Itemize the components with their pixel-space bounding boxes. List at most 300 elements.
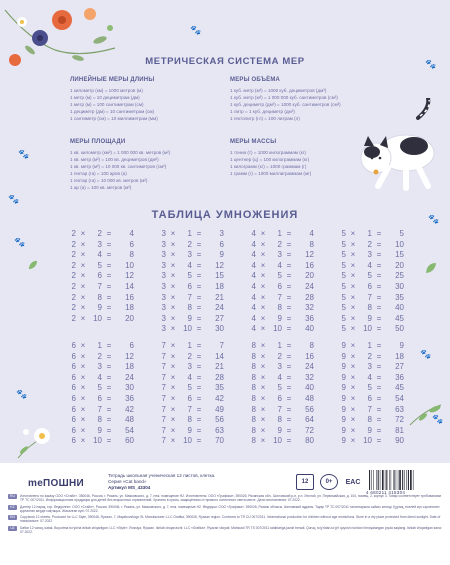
product-value: 24 — [215, 303, 224, 313]
equals-sign: = — [106, 250, 112, 260]
times-row — [66, 240, 158, 251]
factor-a: 8 — [251, 351, 256, 361]
times-row — [156, 394, 248, 405]
equals-sign: = — [286, 303, 292, 313]
times-sign: × — [350, 281, 356, 291]
times-row — [156, 426, 248, 437]
factor-a: 3 — [161, 303, 166, 313]
times-sign: × — [80, 239, 86, 249]
barcode — [368, 470, 430, 490]
factor-b: 7 — [187, 404, 192, 414]
times-row — [66, 373, 158, 384]
factor-a: 3 — [161, 229, 166, 238]
times-sign: × — [350, 271, 356, 281]
product-value: 49 — [215, 404, 224, 414]
factor-b: 9 — [97, 303, 102, 313]
factor-a: 7 — [161, 372, 166, 382]
product-value: 3 — [219, 229, 224, 238]
legal-line-kz — [8, 505, 442, 514]
language-flag: EN — [8, 515, 17, 520]
equals-sign: = — [286, 341, 292, 350]
legal-text: Daftar 12 varaq, katak. Buyurtma bo'yicha ishlab chiqarilgan: LLC «Style», Rossiya, Ryazan. Ishlab chiqaruvchi: LLC «Grafika», Ryazan viloyati. Mahsulot TR TS 007/2011 talablariga javob beradi. Quruq, to'g'ridan-to'g'ri quyosh nuridan himoyalangan joyda saqlang. Ishlab chiqarilgan sana: 07.2022. — [20, 525, 442, 535]
equals-sign: = — [196, 404, 202, 414]
times-sign: × — [80, 425, 86, 435]
times-sign: × — [260, 303, 266, 313]
factor-b: 7 — [277, 292, 282, 302]
equals-sign: = — [286, 436, 292, 446]
factor-a: 8 — [251, 404, 256, 414]
factor-b: 10 — [363, 324, 372, 334]
times-sign: × — [170, 239, 176, 249]
factor-a: 8 — [251, 425, 256, 435]
product-value: 8 — [309, 239, 314, 249]
times-row — [156, 362, 248, 373]
equals-sign: = — [286, 324, 292, 334]
product-value: 5 — [399, 229, 404, 238]
legal-text: Дәптер 12 парақ, тор. Өндірілген: ООО «Стайл», Россия, 390046, г. Рязань, ул. Маяковского, д. 7, неж. помещение Н2. Өндіруші: ООО «Графика». 390026, Рязань облысы, Шиловский ауданы. Тауар ТР ТС 007/2011 талаптарына сәйкес келеді. Құрғақ, тікелей күн сәулесінен қорғалған жерде сақтаңыз. Жасалған күні: 07.2022. — [20, 504, 440, 513]
times-row — [336, 394, 428, 405]
barcode-bar — [410, 470, 412, 490]
product-value: 14 — [215, 351, 224, 361]
times-sign: × — [260, 250, 266, 260]
product-value: 18 — [125, 362, 134, 372]
factor-a: 4 — [251, 260, 256, 270]
factor-b: 10 — [183, 324, 192, 334]
equals-sign: = — [196, 324, 202, 334]
factor-b: 2 — [367, 239, 372, 249]
times-sign: × — [260, 271, 266, 281]
equals-sign: = — [286, 239, 292, 249]
daisy-illustration — [14, 420, 54, 460]
equals-sign: = — [196, 260, 202, 270]
times-sign: × — [170, 425, 176, 435]
factor-a: 9 — [341, 415, 346, 425]
factor-b: 4 — [97, 372, 102, 382]
factor-b: 8 — [187, 303, 192, 313]
times-sign: × — [350, 324, 356, 334]
times-row — [336, 352, 428, 363]
times-sign: × — [80, 229, 86, 238]
product-value: 48 — [305, 393, 314, 403]
equals-sign: = — [196, 362, 202, 372]
measure-line: 1 метр (м) = 10 дециметрам (дм) — [70, 95, 140, 100]
equals-sign: = — [106, 292, 112, 302]
equals-sign: = — [196, 292, 202, 302]
factor-a: 7 — [161, 393, 166, 403]
times-row — [246, 261, 338, 272]
product-value: 72 — [305, 425, 314, 435]
product-value: 50 — [395, 324, 404, 334]
times-row — [156, 436, 248, 447]
product-value: 54 — [125, 425, 134, 435]
factor-a: 3 — [161, 292, 166, 302]
times-row — [66, 341, 158, 352]
times-sign: × — [260, 415, 266, 425]
legal-line-uz — [8, 526, 442, 535]
equals-sign: = — [376, 271, 382, 281]
factor-a: 8 — [251, 383, 256, 393]
times-row — [66, 261, 158, 272]
factor-b: 4 — [187, 260, 192, 270]
factor-a: 7 — [161, 425, 166, 435]
times-row — [336, 261, 428, 272]
times-sign: × — [260, 383, 266, 393]
factor-a: 6 — [71, 425, 76, 435]
product-value: 18 — [125, 303, 134, 313]
product-value: 42 — [215, 393, 224, 403]
barcode-bar — [399, 470, 401, 490]
factor-b: 6 — [367, 281, 372, 291]
barcode-bar — [413, 470, 414, 490]
legal-text-block — [8, 494, 442, 536]
product-description: Тетрадь школьная ученическая 12 листов, клетка. — [108, 473, 216, 478]
times-sign: × — [170, 271, 176, 281]
measure-line: 1 километр (км) = 1000 метров (м) — [70, 88, 143, 93]
times-sign: × — [170, 393, 176, 403]
times-sign: × — [260, 239, 266, 249]
factor-a: 7 — [161, 383, 166, 393]
equals-sign: = — [196, 415, 202, 425]
barcode-bar — [378, 470, 379, 490]
times-row — [246, 383, 338, 394]
factor-b: 1 — [367, 229, 372, 238]
product-value: 15 — [215, 271, 224, 281]
factor-a: 4 — [251, 239, 256, 249]
times-sign: × — [170, 436, 176, 446]
times-sign: × — [260, 229, 266, 238]
product-value: 4 — [129, 229, 134, 238]
factor-a: 2 — [71, 229, 76, 238]
times-table-3 — [156, 229, 248, 335]
factor-a: 5 — [341, 271, 346, 281]
times-row — [336, 426, 428, 437]
times-row — [66, 436, 158, 447]
factor-a: 9 — [341, 425, 346, 435]
factor-a: 4 — [251, 313, 256, 323]
barcode-bar — [369, 470, 370, 490]
times-row — [336, 362, 428, 373]
factor-b: 9 — [187, 425, 192, 435]
times-sign: × — [80, 292, 86, 302]
equals-sign: = — [196, 383, 202, 393]
volume-measures-block — [230, 77, 341, 122]
factor-b: 7 — [367, 292, 372, 302]
equals-sign: = — [376, 292, 382, 302]
times-table-2 — [66, 229, 158, 324]
factor-b: 1 — [277, 341, 282, 350]
times-row — [336, 271, 428, 282]
product-value: 80 — [305, 436, 314, 446]
factor-b: 4 — [187, 372, 192, 382]
factor-a: 6 — [71, 393, 76, 403]
factor-a: 2 — [71, 239, 76, 249]
measure-line: 1 куб. метр (м³) = 1000 куб. дециметров (дм³) — [230, 88, 327, 93]
legal-text: Copybook 12 sheets. Produced for LLC Style, 390046, Ryazan, 7, Mayakovskogo St. Manufacturer: LLC Grafika, 390026, Ryazan region. Conforms to TR CU 007/2011. Informational production for children without age restrictions. Store in a dry place protected from direct sunlight. Date of manufacture: 07.2022. — [20, 515, 441, 524]
product-value: 12 — [125, 351, 134, 361]
factor-b: 3 — [277, 250, 282, 260]
equals-sign: = — [196, 229, 202, 238]
product-series: Серия «Cat band» — [108, 479, 147, 485]
factor-a: 4 — [251, 281, 256, 291]
product-value: 36 — [395, 372, 404, 382]
paw-print-icon: 🐾 — [18, 149, 30, 159]
times-row — [156, 261, 248, 272]
equals-sign: = — [286, 292, 292, 302]
times-row — [156, 415, 248, 426]
measure-line: 1 грамм (г) = 1000 миллиграммам (мг) — [230, 171, 312, 176]
eac-mark: EAC — [345, 478, 361, 486]
times-sign: × — [170, 415, 176, 425]
factor-b: 3 — [97, 239, 102, 249]
factor-a: 4 — [251, 229, 256, 238]
product-value: 27 — [215, 313, 224, 323]
times-sign: × — [260, 362, 266, 372]
factor-b: 4 — [277, 260, 282, 270]
factor-b: 2 — [97, 229, 102, 238]
equals-sign: = — [286, 393, 292, 403]
times-sign: × — [170, 303, 176, 313]
factor-a: 4 — [251, 271, 256, 281]
times-sign: × — [350, 250, 356, 260]
times-sign: × — [80, 303, 86, 313]
times-sign: × — [80, 404, 86, 414]
times-row — [156, 373, 248, 384]
equals-sign: = — [196, 303, 202, 313]
factor-b: 10 — [93, 436, 102, 446]
times-row — [66, 303, 158, 314]
factor-b: 2 — [97, 351, 102, 361]
product-value: 25 — [395, 271, 404, 281]
factor-a: 8 — [251, 341, 256, 350]
factor-a: 4 — [251, 292, 256, 302]
factor-a: 3 — [161, 250, 166, 260]
equals-sign: = — [376, 404, 382, 414]
times-sign: × — [350, 436, 356, 446]
product-value: 40 — [395, 303, 404, 313]
times-row — [246, 314, 338, 325]
product-value: 12 — [215, 260, 224, 270]
equals-sign: = — [376, 260, 382, 270]
times-sign: × — [170, 324, 176, 334]
times-row — [246, 293, 338, 304]
equals-sign: = — [376, 425, 382, 435]
product-value: 56 — [215, 415, 224, 425]
times-sign: × — [170, 383, 176, 393]
times-row — [336, 282, 428, 293]
product-value: 28 — [215, 372, 224, 382]
factor-b: 8 — [277, 303, 282, 313]
factor-b: 8 — [367, 415, 372, 425]
factor-a: 6 — [71, 415, 76, 425]
measure-line: 1 кв. метр (м²) = 100 кв. дециметров (дм²) — [70, 157, 159, 162]
equals-sign: = — [196, 250, 202, 260]
equals-sign: = — [286, 362, 292, 372]
factor-a: 4 — [251, 250, 256, 260]
times-sign: × — [350, 351, 356, 361]
equals-sign: = — [106, 260, 112, 270]
factor-b: 6 — [187, 281, 192, 291]
equals-sign: = — [286, 383, 292, 393]
product-info — [108, 473, 215, 492]
times-row — [246, 426, 338, 437]
times-row — [156, 293, 248, 304]
factor-b: 4 — [97, 250, 102, 260]
times-row — [246, 250, 338, 261]
product-value: 8 — [129, 250, 134, 260]
equals-sign: = — [286, 404, 292, 414]
measure-line: 1 дециметр (дм) = 10 сантиметрам (см) — [70, 109, 155, 114]
times-sign: × — [80, 351, 86, 361]
barcode-bar — [398, 470, 399, 490]
barcode-bar — [386, 470, 387, 490]
times-row — [246, 240, 338, 251]
factor-a: 4 — [251, 303, 256, 313]
equals-sign: = — [106, 281, 112, 291]
times-sign: × — [260, 372, 266, 382]
product-value: 20 — [305, 271, 314, 281]
product-value: 30 — [395, 281, 404, 291]
factor-b: 8 — [367, 303, 372, 313]
equals-sign: = — [376, 372, 382, 382]
equals-sign: = — [286, 271, 292, 281]
equals-sign: = — [106, 303, 112, 313]
factor-a: 6 — [71, 404, 76, 414]
barcode-number: 4 680211 415304 — [366, 490, 406, 495]
times-row — [336, 240, 428, 251]
times-sign: × — [170, 351, 176, 361]
factor-a: 6 — [71, 341, 76, 350]
factor-b: 8 — [97, 292, 102, 302]
factor-a: 8 — [251, 362, 256, 372]
product-value: 56 — [305, 404, 314, 414]
factor-a: 5 — [341, 313, 346, 323]
product-value: 21 — [215, 362, 224, 372]
area-measures-title: МЕРЫ ПЛОЩАДИ — [70, 139, 126, 145]
times-sign: × — [350, 383, 356, 393]
equals-sign: = — [106, 393, 112, 403]
product-value: 32 — [305, 372, 314, 382]
multiplication-table-title: ТАБЛИЦА УМНОЖЕНИЯ — [151, 209, 299, 221]
times-row — [66, 293, 158, 304]
factor-a: 9 — [341, 362, 346, 372]
product-value: 70 — [215, 436, 224, 446]
times-row — [246, 271, 338, 282]
product-value: 6 — [219, 239, 224, 249]
barcode-bar — [382, 470, 384, 490]
equals-sign: = — [106, 415, 112, 425]
product-value: 35 — [395, 292, 404, 302]
measure-line: 1 ар (а) = 100 кв. метров (м²) — [70, 185, 132, 190]
times-sign: × — [170, 281, 176, 291]
factor-b: 3 — [97, 362, 102, 372]
product-value: 24 — [305, 362, 314, 372]
product-value: 63 — [215, 425, 224, 435]
times-row — [246, 394, 338, 405]
equals-sign: = — [376, 324, 382, 334]
factor-a: 8 — [251, 372, 256, 382]
barcode-bar — [408, 470, 409, 490]
times-sign: × — [80, 341, 86, 350]
equals-sign: = — [106, 436, 112, 446]
times-row — [156, 314, 248, 325]
times-row — [336, 405, 428, 416]
flowers-illustration — [0, 0, 130, 80]
factor-b: 4 — [277, 372, 282, 382]
product-value: 24 — [305, 281, 314, 291]
factor-a: 5 — [341, 260, 346, 270]
times-sign: × — [80, 383, 86, 393]
equals-sign: = — [286, 415, 292, 425]
factor-a: 2 — [71, 303, 76, 313]
equals-sign: = — [376, 229, 382, 238]
product-value: 15 — [395, 250, 404, 260]
times-sign: × — [260, 393, 266, 403]
barcode-bar — [373, 470, 374, 490]
product-value: 6 — [129, 341, 134, 350]
factor-b: 6 — [97, 271, 102, 281]
factor-b: 7 — [277, 404, 282, 414]
factor-a: 2 — [71, 260, 76, 270]
product-value: 28 — [305, 292, 314, 302]
equals-sign: = — [196, 372, 202, 382]
factor-b: 8 — [187, 415, 192, 425]
factor-a: 9 — [341, 436, 346, 446]
factor-b: 5 — [97, 383, 102, 393]
barcode-bar — [402, 470, 403, 490]
times-row — [66, 415, 158, 426]
measure-line: 1 метр (м) = 100 сантиметрам (см) — [70, 102, 144, 107]
times-table-8 — [246, 341, 338, 447]
equals-sign: = — [376, 250, 382, 260]
measure-line: 1 кв. километр (км²) = 1 000 000 кв. метров (м²) — [70, 150, 171, 155]
equals-sign: = — [376, 313, 382, 323]
times-sign: × — [350, 229, 356, 238]
factor-b: 9 — [187, 313, 192, 323]
measure-line: 1 гектар (га) = 100 аров (а) — [70, 171, 127, 176]
factor-b: 8 — [277, 415, 282, 425]
factor-b: 3 — [187, 250, 192, 260]
product-value: 16 — [305, 351, 314, 361]
measure-line: 1 тонна (т) = 1000 килограммам (кг) — [230, 150, 306, 155]
product-value: 45 — [395, 383, 404, 393]
barcode-bar — [385, 470, 386, 490]
legal-text: Изготовлено по заказу ООО «Стайл». 350046, Россия, г. Рязань, ул. Маяковского, д. 7, неж. помещение Н2. Изготовитель: ООО «Графика», 390026, Рязанская обл., Шиловский р-н, р.п. Лесной, ул. Первомайская, д. 104, помещ. 2, корпус 3. Товар соответствует требованиям ТР ТС 007/2011. Информационная продукция для детей без возрастных ограничений. Хранить в сухом, защищённом от прямого солнечного света месте. Дата изготовления: 07.2022. — [20, 494, 441, 503]
factor-b: 10 — [93, 313, 102, 323]
metric-system-title: МЕТРИЧЕСКАЯ СИСТЕМА МЕР — [145, 56, 305, 67]
factor-b: 7 — [187, 292, 192, 302]
sheets-badge: 12 — [296, 474, 314, 490]
factor-b: 6 — [277, 393, 282, 403]
measure-line: 1 куб. метр (м³) = 1 000 000 куб. сантиметров (см³) — [230, 95, 338, 100]
product-value: 10 — [125, 260, 134, 270]
times-row — [66, 362, 158, 373]
equals-sign: = — [196, 341, 202, 350]
times-row — [66, 426, 158, 437]
times-row — [336, 250, 428, 261]
times-sign: × — [170, 313, 176, 323]
product-value: 18 — [395, 351, 404, 361]
times-sign: × — [80, 415, 86, 425]
times-row — [246, 436, 338, 447]
factor-a: 9 — [341, 393, 346, 403]
equals-sign: = — [376, 341, 382, 350]
times-row — [156, 271, 248, 282]
factor-a: 9 — [341, 351, 346, 361]
measure-line: 1 сантиметр (см) = 10 миллиметрам (мм) — [70, 116, 158, 121]
equals-sign: = — [196, 425, 202, 435]
equals-sign: = — [196, 239, 202, 249]
times-table-6 — [66, 341, 158, 447]
